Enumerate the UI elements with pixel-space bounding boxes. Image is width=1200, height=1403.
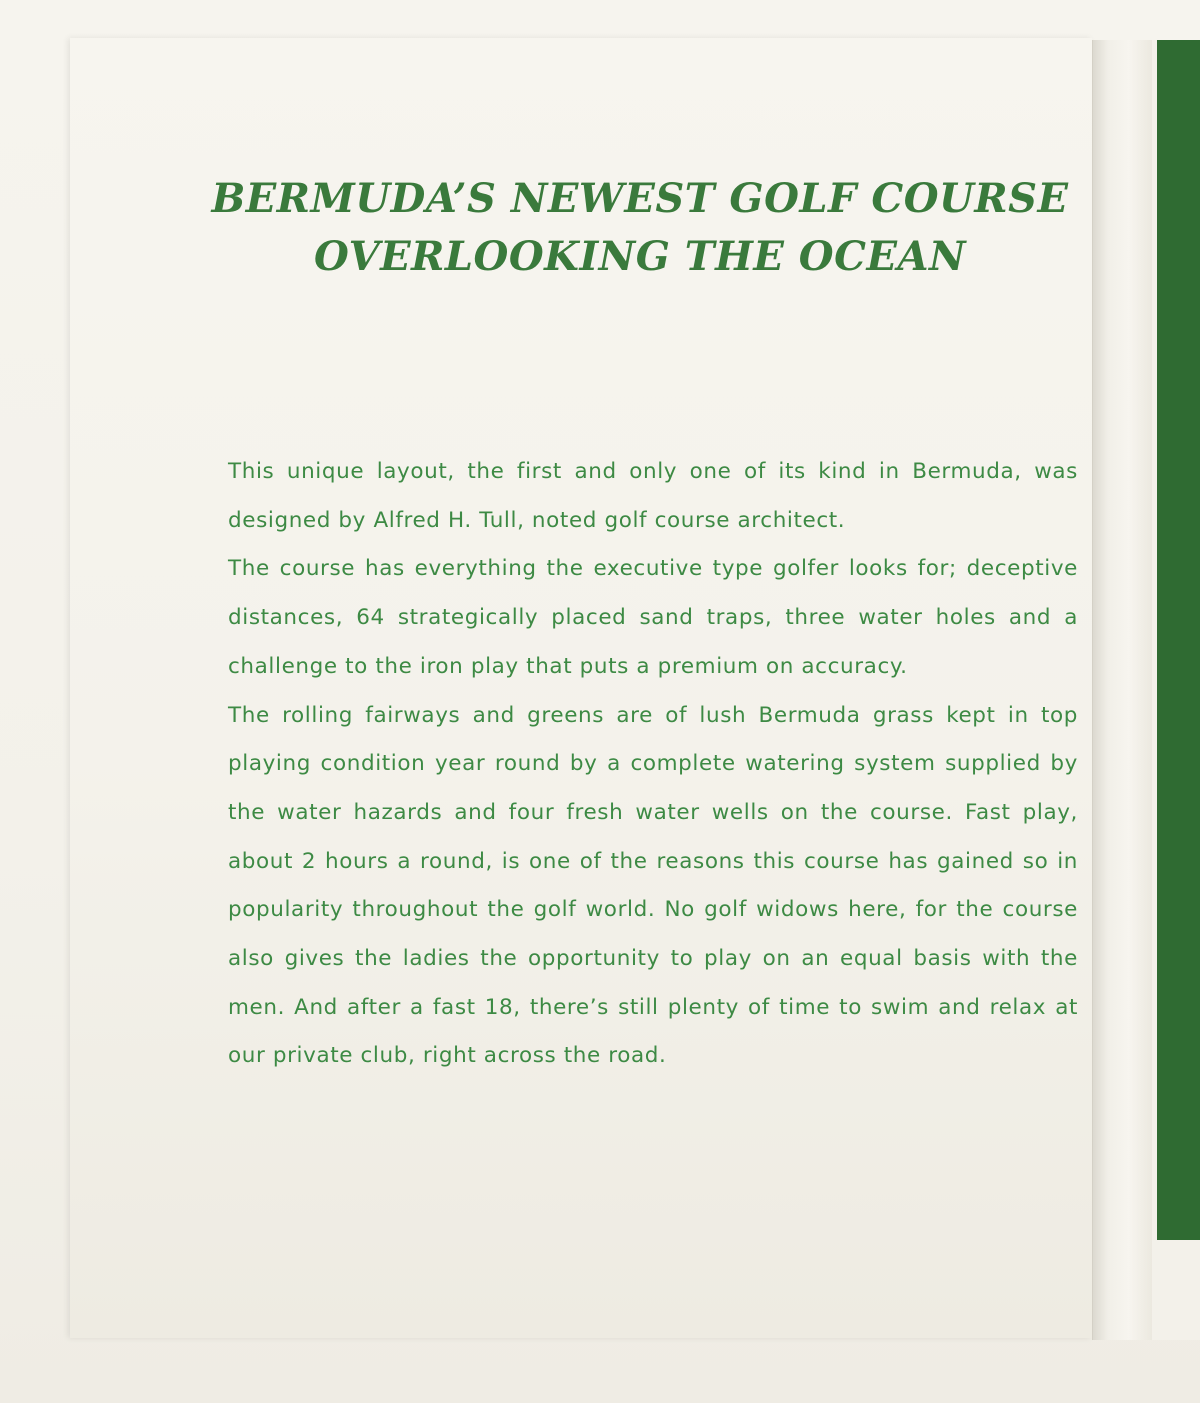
title-line-2: OVERLOOKING THE OCEAN — [313, 233, 967, 280]
brochure-body — [228, 448, 1078, 1081]
paragraph-conditions: The rolling fairways and greens are of lush Bermuda grass kept in top playing condition year round by a complete watering system supplied by the water hazards and four fresh water wells on the course. Fast play, about 2 hours a round, is one of the reasons this course has gained so in popularity throughout the golf world. No golf widows here, for the course also gives the ladies the opportunity to play on an equal basis with the men. And after a fast 18, there’s still plenty of time to swim and relax at our private club, right across the road. — [228, 702, 1078, 1069]
brochure-title — [180, 170, 1100, 286]
brochure-fold — [1092, 40, 1153, 1340]
title-line-1: BERMUDA’S NEWEST GOLF COURSE — [211, 175, 1069, 222]
green-border-stripe — [1157, 40, 1200, 1240]
paragraph-designer: This unique layout, the first and only one of its kind in Bermuda, was designed by Alfred H. Tull, noted golf course architect. — [228, 459, 1078, 533]
paragraph-features: The course has everything the executive type golfer looks for; deceptive distances, 64 strategically placed sand traps, three water holes and a challenge to the iron play that puts a premium on accuracy. — [228, 556, 1078, 679]
